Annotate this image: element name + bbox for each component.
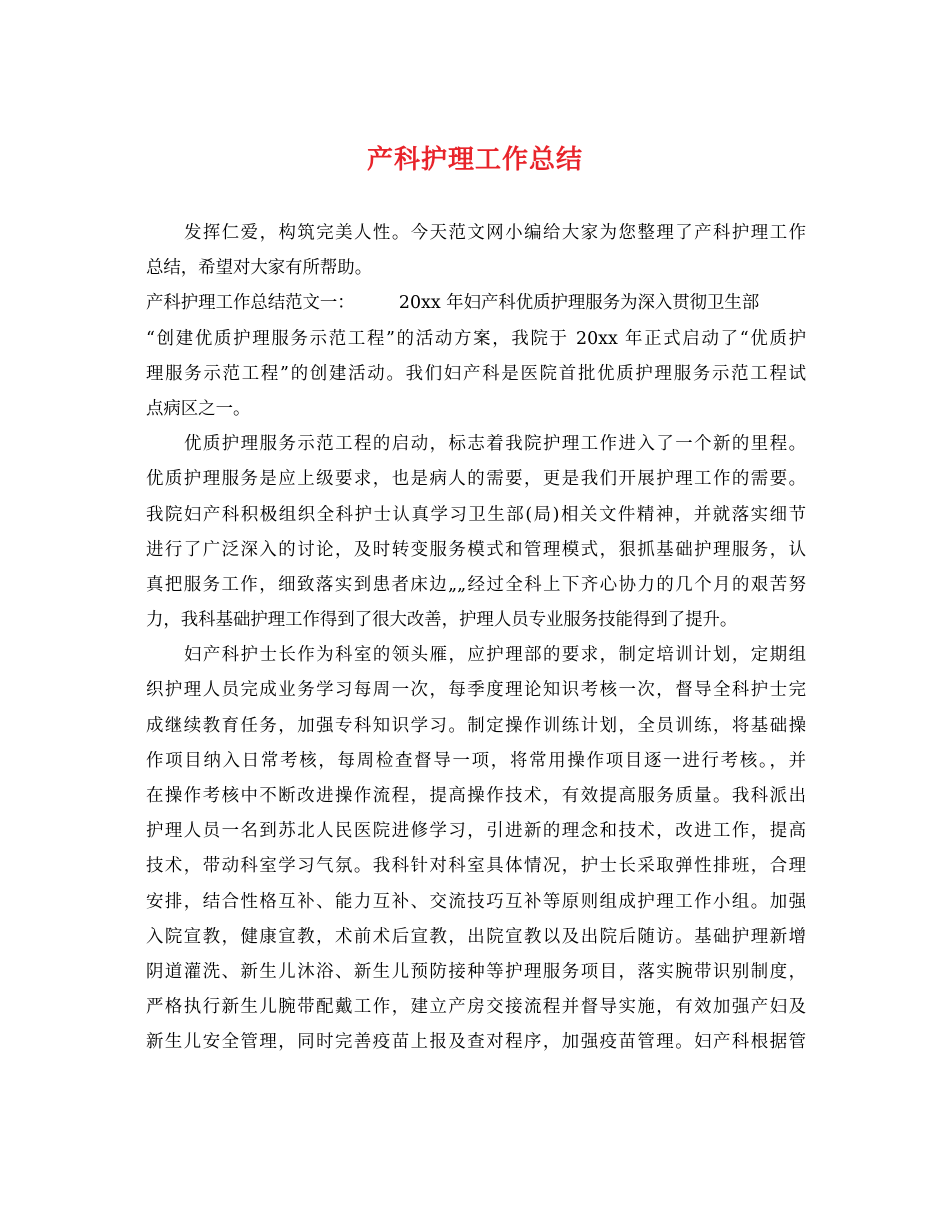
paragraph-3 bbox=[146, 427, 806, 638]
paragraph-4 bbox=[146, 638, 806, 1060]
paragraph-2 bbox=[146, 286, 806, 427]
document-body bbox=[146, 216, 806, 1061]
text-line: 我院妇产科积极组织全科护士认真学习卫生部(局)相关文件精神，并就落实细节 bbox=[146, 504, 806, 525]
text-line: 真把服务工作，细致落实到患者床边„„经过全科上下齐心协力的几个月的艰苦努 bbox=[146, 574, 806, 595]
text-line: 优质护理服务示范工程的启动，标志着我院护理工作进入了一个新的里程。 bbox=[184, 434, 806, 455]
text-line: 入院宣教，健康宣教，术前术后宣教，出院宣教以及出院后随访。基础护理新增 bbox=[146, 926, 806, 947]
text-line: 优质护理服务是应上级要求，也是病人的需要，更是我们开展护理工作的需要。 bbox=[146, 469, 806, 490]
text-line: 总结，希望对大家有所帮助。 bbox=[146, 258, 373, 279]
text-line: 护理人员一名到苏北人民医院进修学习，引进新的理念和技术，改进工作，提高 bbox=[146, 821, 806, 842]
text-line: 阴道灌洗、新生儿沐浴、新生儿预防接种等护理服务项目，落实腕带识别制度， bbox=[146, 961, 806, 982]
text-line: 严格执行新生儿腕带配戴工作，建立产房交接流程并督导实施，有效加强产妇及 bbox=[146, 997, 806, 1018]
text-line: 产科护理工作总结范文一： 20xx 年妇产科优质护理服务为深入贯彻卫生部 bbox=[146, 293, 760, 314]
text-line: 技术，带动科室学习气氛。我科针对科室具体情况，护士长采取弹性排班，合理 bbox=[146, 856, 806, 877]
text-line: 在操作考核中不断改进操作流程，提高操作技术，有效提高服务质量。我科派出 bbox=[146, 786, 806, 806]
text-line: 成继续教育任务，加强专科知识学习。制定操作训练计划，全员训练，将基础操 bbox=[146, 715, 806, 736]
paragraph-1 bbox=[146, 216, 806, 286]
text-line: 发挥仁爱，构筑完美人性。今天范文网小编给大家为您整理了产科护理工作 bbox=[184, 223, 806, 243]
text-line: 力，我科基础护理工作得到了很大改善，护理人员专业服务技能得到了提升。 bbox=[146, 610, 738, 631]
text-line: 妇产科护士长作为科室的领头雁，应护理部的要求，制定培训计划，定期组 bbox=[184, 645, 806, 666]
text-line: 新生儿安全管理，同时完善疫苗上报及查对程序，加强疫苗管理。妇产科根据管 bbox=[146, 1032, 806, 1053]
text-line: 理服务示范工程”的创建活动。我们妇产科是医院首批优质护理服务示范工程试 bbox=[146, 363, 806, 384]
text-line: 进行了广泛深入的讨论，及时转变服务模式和管理模式，狠抓基础护理服务，认 bbox=[146, 539, 806, 560]
text-line: “创建优质护理服务示范工程”的活动方案，我院于 20xx 年正式启动了“优质护 bbox=[146, 328, 806, 349]
text-line: 织护理人员完成业务学习每周一次，每季度理论知识考核一次，督导全科护士完 bbox=[146, 680, 806, 701]
document-title: 产科护理工作总结 bbox=[366, 145, 583, 175]
text-line: 点病区之一。 bbox=[146, 398, 251, 419]
text-line: 安排，结合性格互补、能力互补、交流技巧互补等原则组成护理工作小组。加强 bbox=[146, 891, 806, 912]
text-line: 作项目纳入日常考核，每周检查督导一项，将常用操作项目逐一进行考核。，并 bbox=[146, 750, 806, 771]
